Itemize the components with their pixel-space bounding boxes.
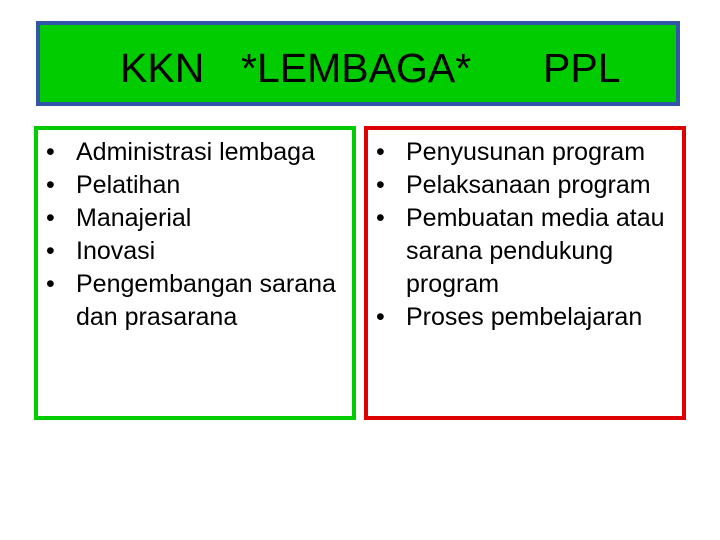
title-kkn: KKN (120, 45, 205, 91)
lembaga-list (46, 136, 352, 334)
bullet-icon: • (376, 204, 385, 232)
list-item (376, 169, 682, 202)
title-banner (36, 21, 680, 106)
bullet-icon: • (46, 204, 55, 232)
list-item-text: Inovasi (76, 237, 156, 265)
bullet-icon: • (376, 138, 385, 166)
list-item-text: Pembuatan media atau sarana pendukung program (406, 204, 665, 298)
list-item-text: Administrasi lembaga (76, 138, 315, 166)
list-item-text: Pelatihan (76, 171, 181, 199)
bullet-icon: • (46, 237, 55, 265)
list-item-text: Manajerial (76, 204, 192, 232)
ppl-panel (364, 126, 686, 420)
ppl-list (376, 136, 682, 334)
bullet-icon: • (46, 270, 55, 298)
bullet-icon: • (376, 303, 385, 331)
list-item (46, 235, 352, 268)
list-item (46, 202, 352, 235)
bullet-icon: • (376, 171, 385, 199)
list-item (46, 136, 352, 169)
list-item-text: Pelaksanaan program (406, 171, 651, 199)
list-item (46, 169, 352, 202)
list-item-text: Proses pembelajaran (406, 303, 643, 331)
bullet-icon: • (46, 138, 55, 166)
title-ppl: PPL (543, 45, 621, 91)
bullet-icon: • (46, 171, 55, 199)
list-item (376, 301, 682, 334)
title-lembaga: *LEMBAGA* (241, 45, 472, 91)
list-item-text: Pengembangan sarana dan prasarana (76, 270, 336, 331)
lembaga-panel (34, 126, 356, 420)
list-item (376, 202, 682, 301)
list-item-text: Penyusunan program (406, 138, 646, 166)
list-item (376, 136, 682, 169)
list-item (46, 268, 352, 334)
